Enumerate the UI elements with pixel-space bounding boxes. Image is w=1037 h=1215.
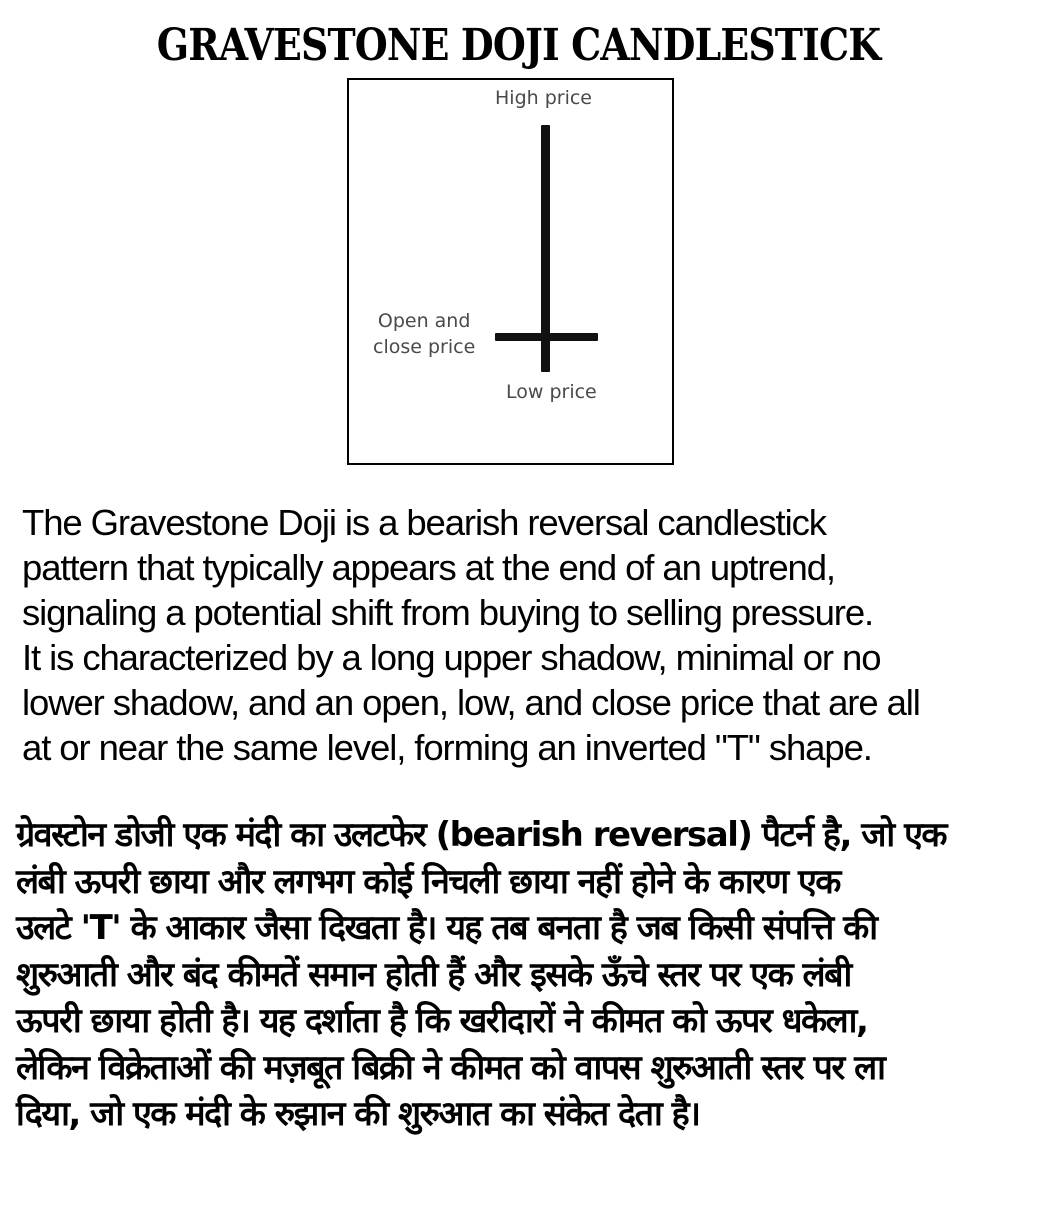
page-title: GRAVESTONE DOJI CANDLESTICK (156, 20, 881, 71)
english-line: pattern that typically appears at the end of an uptrend, (22, 547, 835, 588)
open-close-label-line-1: Open and (377, 310, 471, 332)
open-close-bar (495, 333, 598, 341)
hindi-line: ऊपरी छाया होती है। यह दर्शाता है कि खरीदारों ने कीमत को ऊपर धकेला, (16, 1001, 868, 1041)
hindi-line: लंबी ऊपरी छाया और लगभग कोई निचली छाया नहीं होने के कारण एक (16, 861, 840, 902)
english-line: The Gravestone Doji is a bearish reversal candlestick (22, 502, 826, 543)
english-line: lower shadow, and an open, low, and close price that are all (22, 682, 920, 723)
hindi-line: दिया, जो एक मंदी के रुझान की शुरुआत का संकेत देता है। (16, 1094, 700, 1134)
english-description (22, 500, 1032, 770)
english-line: at or near the same level, forming an inverted "T" shape. (22, 727, 872, 768)
hindi-line: शुरुआती और बंद कीमतें समान होती हैं और इसके ऊँचे स्तर पर एक लंबी (16, 954, 851, 995)
hindi-description (16, 812, 1031, 1138)
gravestone-doji-diagram (347, 78, 674, 465)
low-price-label: Low price (506, 381, 597, 403)
english-line: signaling a potential shift from buying to selling pressure. (22, 592, 874, 633)
english-line: It is characterized by a long upper shadow, minimal or no (22, 637, 881, 678)
high-price-label: High price (495, 87, 592, 109)
open-close-label-line-2: close price (373, 336, 476, 358)
hindi-line: ग्रेवस्टोन डोजी एक मंदी का उलटफेर (bearish reversal) पैटर्न है, जो एक (16, 815, 946, 855)
hindi-line: उलटे 'T' के आकार जैसा दिखता है। यह तब बनता है जब किसी संपत्ति की (16, 908, 877, 948)
open-close-price-label (373, 308, 475, 360)
hindi-line: लेकिन विक्रेताओं की मज़बूत बिक्री ने कीमत को वापस शुरुआती स्तर पर ला (16, 1047, 885, 1088)
